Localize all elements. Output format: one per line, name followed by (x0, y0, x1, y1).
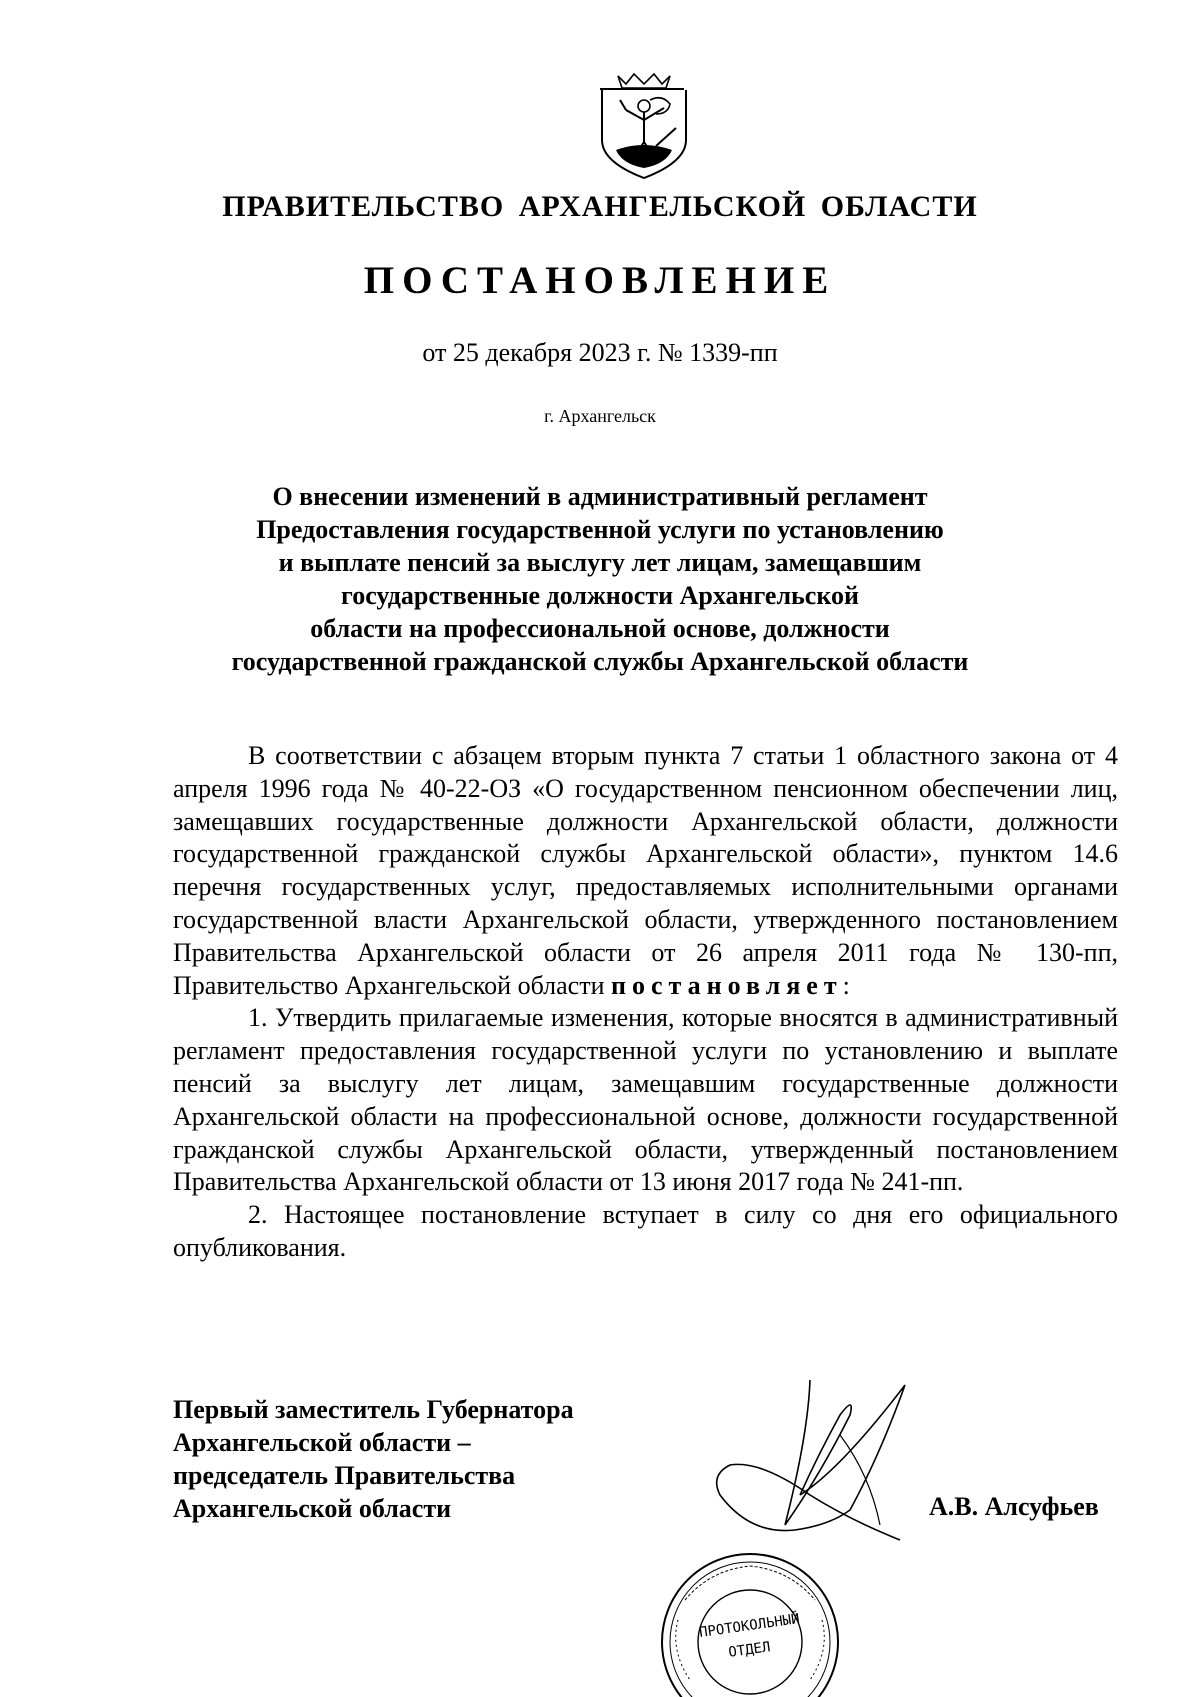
stamp-text-line1: ПРОТОКОЛЬНЫЙ (698, 1611, 801, 1642)
item-2-paragraph: 2. Настоящее постановление вступает в силу со дня его официального опубликования. (173, 1200, 1118, 1262)
signatory-name: А.В. Алсуфьев (929, 1492, 1099, 1521)
stamp-text-line2: ОТДЕЛ (727, 1639, 772, 1661)
signatory-position (173, 1393, 574, 1525)
title-line: государственной гражданской службы Архангельской области (231, 647, 969, 676)
official-stamp-icon (650, 1530, 850, 1697)
title-line: и выплате пенсий за выслугу лет лицам, замещавшим (278, 548, 922, 577)
title-line: Предоставления государственной услуги по установлению (256, 515, 944, 544)
title-line: О внесении изменений в административный регламент (272, 482, 928, 511)
handwritten-signature (700, 1375, 930, 1545)
document-type: ПОСТАНОВЛЕНИЕ (363, 259, 837, 302)
position-line: председатель Правительства (173, 1461, 516, 1490)
document-city: г. Архангельск (544, 406, 656, 426)
resolves-word: постановляет (611, 970, 843, 1000)
preamble-paragraph (173, 740, 1118, 1002)
position-line: Первый заместитель Губернатора (173, 1395, 574, 1424)
preamble-text: В соответствии с абзацем вторым пункта 7 статьи 1 областного закона от 4 апреля 1996 года № 40-22-ОЗ «О государственном пенсионном обеспечении лиц, замещавших государственные должности Архангельской области, должности государственной гражданской службы Архангельской области», пунктом 14.6 перечня государственных услуг, предоставляемых исполнительными органами государственной власти Архангельской области, утвержденного постановлением Правительства Архангельской области от 26 апреля 2011 года № 130-пп, Правительство Архангельской области (173, 741, 1118, 1000)
item-1-paragraph: 1. Утвердить прилагаемые изменения, которые вносятся в административный регламент предоставления государственной услуги по установлению и выплате пенсий за выслугу лет лицам, замещавшим государственные должности Архангельской области на профессиональной основе, должности государственной гражданской службы Архангельской области, утвержденный постановлением Правительства Архангельской области от 13 июня 2017 года № 241-пп. (173, 1003, 1118, 1197)
coat-of-arms-icon (596, 70, 692, 182)
organization-name: ПРАВИТЕЛЬСТВО АРХАНГЕЛЬСКОЙ ОБЛАСТИ (222, 190, 978, 223)
document-body (173, 740, 1118, 1265)
title-line: государственные должности Архангельской (341, 581, 859, 610)
document-date-number: от 25 декабря 2023 г. № 1339-пп (422, 338, 778, 367)
position-line: Архангельской области (173, 1494, 452, 1523)
position-line: Архангельской области – (173, 1428, 471, 1457)
resolves-colon: : (842, 970, 850, 1000)
document-title (160, 480, 1040, 678)
title-line: области на профессиональной основе, должности (310, 614, 890, 643)
